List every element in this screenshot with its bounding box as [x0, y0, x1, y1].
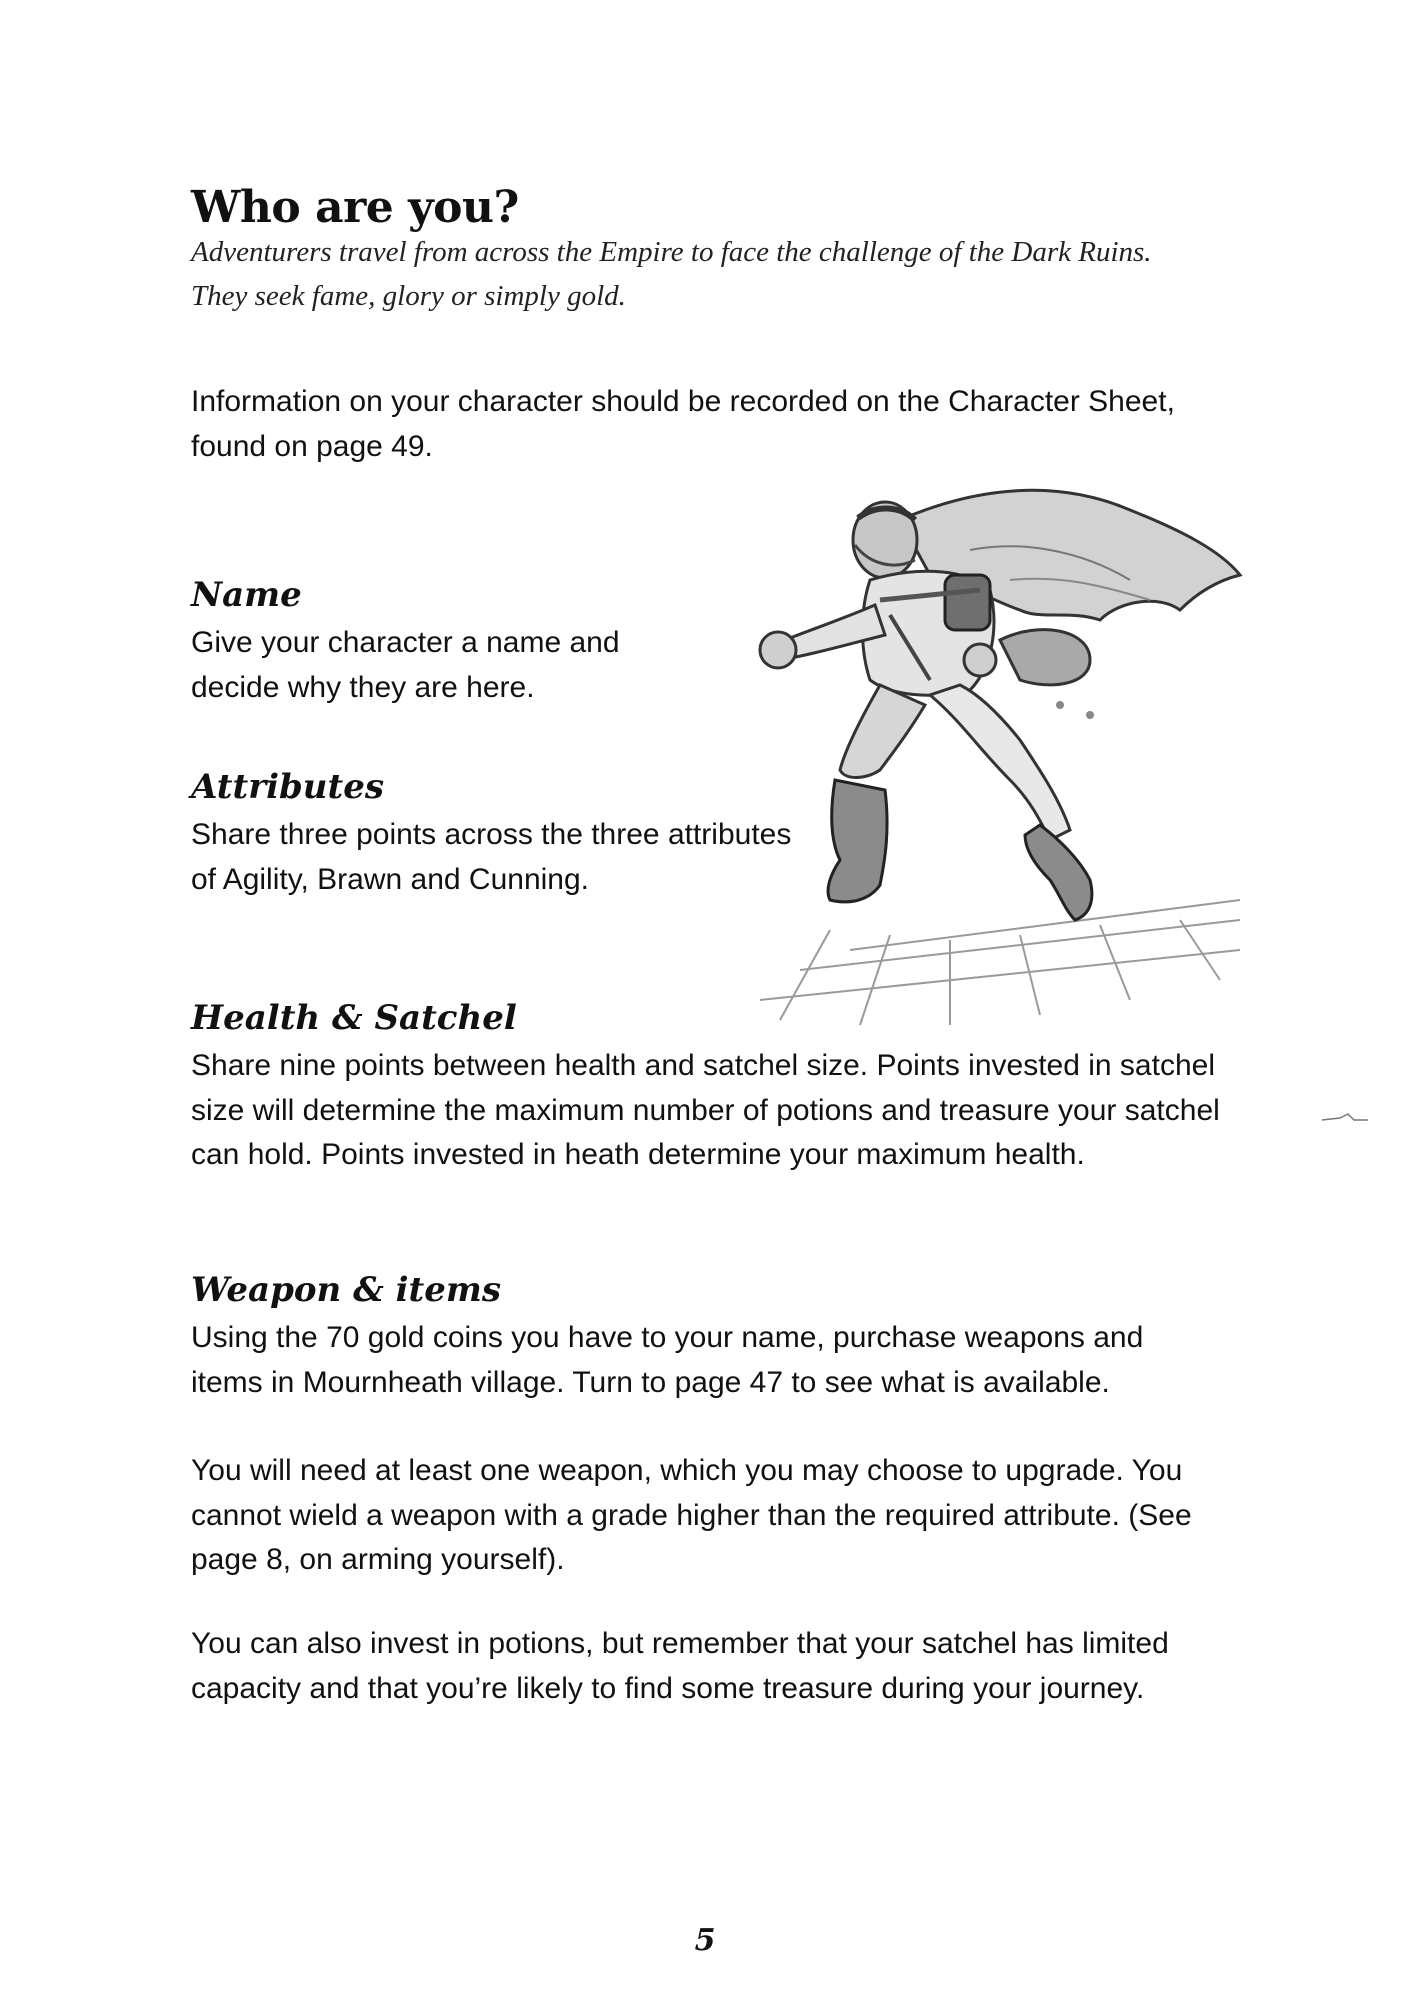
section-text-attributes: Share three points across the three attributes of Agility, Brawn and Cunning. — [191, 818, 792, 896]
front-boot — [828, 780, 887, 902]
section-heading-attributes: Attributes — [191, 767, 384, 807]
page-title: Who are you? — [191, 182, 519, 233]
section-heading-health-satchel: Health & Satchel — [191, 998, 517, 1038]
section-heading-weapon-items: Weapon & items — [191, 1270, 501, 1310]
section-text-weapon-purchase: Using the 70 gold coins you have to your name, purchase weapons and items in Mournheath village. Turn to page 47 to see what is available. — [191, 1321, 1144, 1399]
back-boot — [1025, 825, 1092, 920]
front-leg — [840, 685, 925, 778]
section-text-potions: You can also invest in potions, but remember that your satchel has limited capacity and that you’re likely to find some treasure during your journey. — [191, 1627, 1169, 1705]
character-sheet-info: Information on your character should be recorded on the Character Sheet, found on page 49. — [191, 385, 1175, 463]
section-text-weapon-requirement: You will need at least one weapon, which you may choose to upgrade. You cannot wield a weapon with a grade higher than the required attribute. (See page 8, on arming yourself). — [191, 1454, 1192, 1576]
intro-text: Adventurers travel from across the Empire to face the challenge of the Dark Ruins. They seek fame, glory or simply gold. — [191, 236, 1152, 312]
decorative-speck — [1320, 1110, 1370, 1124]
back-leg — [930, 685, 1070, 840]
satchel-bag — [1000, 630, 1090, 685]
floor-tiles — [760, 900, 1240, 1025]
section-heading-name: Name — [191, 575, 302, 615]
section-text-name: Give your character a name and decide why they are here. — [191, 626, 620, 704]
running-thief-illustration — [680, 480, 1280, 1040]
page-number: 5 — [694, 1923, 716, 1958]
section-text-health-satchel: Share nine points between health and satchel size. Points invested in satchel size will determine the maximum number of potions and treasure your satchel can hold. Points invested in heath determine your maximum health. — [191, 1049, 1220, 1171]
